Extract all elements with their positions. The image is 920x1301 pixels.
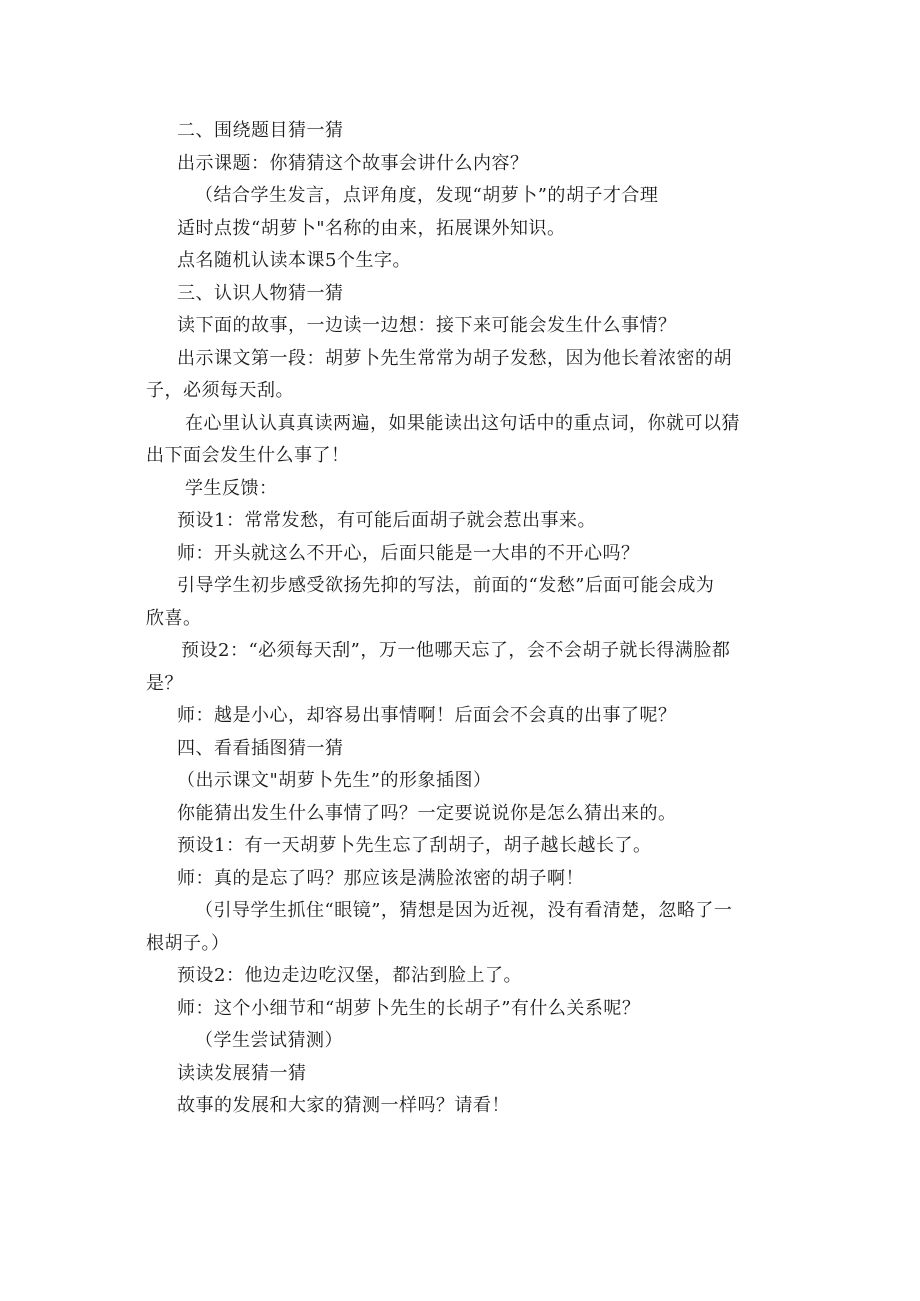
- paragraph: 预设1：有一天胡萝卜先生忘了刮胡子，胡子越长越长了。: [177, 835, 652, 856]
- paragraph: 点名随机认读本课5个生字。: [177, 250, 411, 271]
- paragraph: 预设1：常常发愁，有可能后面胡子就会惹出事来。: [177, 510, 596, 531]
- paragraph-line: 在心里认认真真读两遍，如果能读出这句话中的重点词，你就可以猜: [185, 412, 740, 434]
- paragraph: 师：开头就这么不开心，后面只能是一大串的不开心吗？: [177, 542, 640, 564]
- paragraph: [146, 570, 797, 635]
- paragraph: 读下面的故事，一边读一边想：接下来可能会发生什么事情？: [177, 315, 677, 336]
- paragraph: [146, 895, 797, 960]
- paragraph: 出示课题：你猜猜这个故事会讲什么内容？: [177, 152, 529, 174]
- paragraph: （结合学生发言，点评角度，发现“胡萝卜”的胡子才合理: [195, 185, 659, 206]
- document-body: [146, 115, 797, 1123]
- paragraph: 师：真的是忘了吗？那应该是满脸浓密的胡子啊！: [177, 867, 584, 889]
- paragraph: （学生尝试猜测）: [195, 1030, 343, 1051]
- paragraph-line: 引导学生初步感受欲扬先抑的写法，前面的“发愁”后面可能会成为: [177, 575, 715, 596]
- paragraph-line: 出下面会发生什么事了！: [146, 445, 350, 466]
- paragraph-line: 子，必须每天刮。: [146, 380, 294, 401]
- section-heading-4: 四、看看插图猜一猜: [177, 737, 344, 759]
- paragraph-line: 预设2：“必须每天刮”，万一他哪天忘了，会不会胡子就长得满脸都: [181, 640, 731, 661]
- paragraph-line: 欣喜。: [146, 607, 202, 629]
- paragraph: [146, 408, 797, 473]
- paragraph-line: （引导学生抓住“眼镜”，猜想是因为近视，没有看清楚，忽略了一: [195, 900, 733, 921]
- paragraph: （出示课文"胡萝卜先生”的形象插图）: [177, 770, 492, 791]
- paragraph-line: 是？: [146, 672, 183, 694]
- paragraph: 你能猜出发生什么事情了吗？一定要说说你是怎么猜出来的。: [177, 802, 677, 824]
- paragraph: 学生反馈：: [185, 477, 278, 499]
- paragraph: [146, 635, 797, 700]
- section-heading-2: 二、围绕题目猜一猜: [177, 120, 344, 141]
- paragraph: 师：越是小心，却容易出事情啊！后面会不会真的出事了呢？: [177, 705, 677, 726]
- paragraph: 师：这个小细节和“胡萝卜先生的长胡子”有什么关系呢？: [177, 997, 641, 1019]
- paragraph-line: 根胡子。）: [146, 932, 230, 954]
- paragraph: 适时点拨“胡萝卜"名称的由来，拓展课外知识。: [177, 217, 566, 239]
- section-heading-5: 读读发展猜一猜: [177, 1062, 307, 1084]
- paragraph: 预设2：他边走边吃汉堡，都沾到脸上了。: [177, 965, 522, 986]
- paragraph-line: 出示课文第一段：胡萝卜先生常常为胡子发愁，因为他长着浓密的胡: [177, 347, 732, 369]
- paragraph: [146, 343, 797, 408]
- paragraph: 故事的发展和大家的猜测一样吗？请看！: [177, 1095, 510, 1116]
- section-heading-3: 三、认识人物猜一猜: [177, 282, 344, 304]
